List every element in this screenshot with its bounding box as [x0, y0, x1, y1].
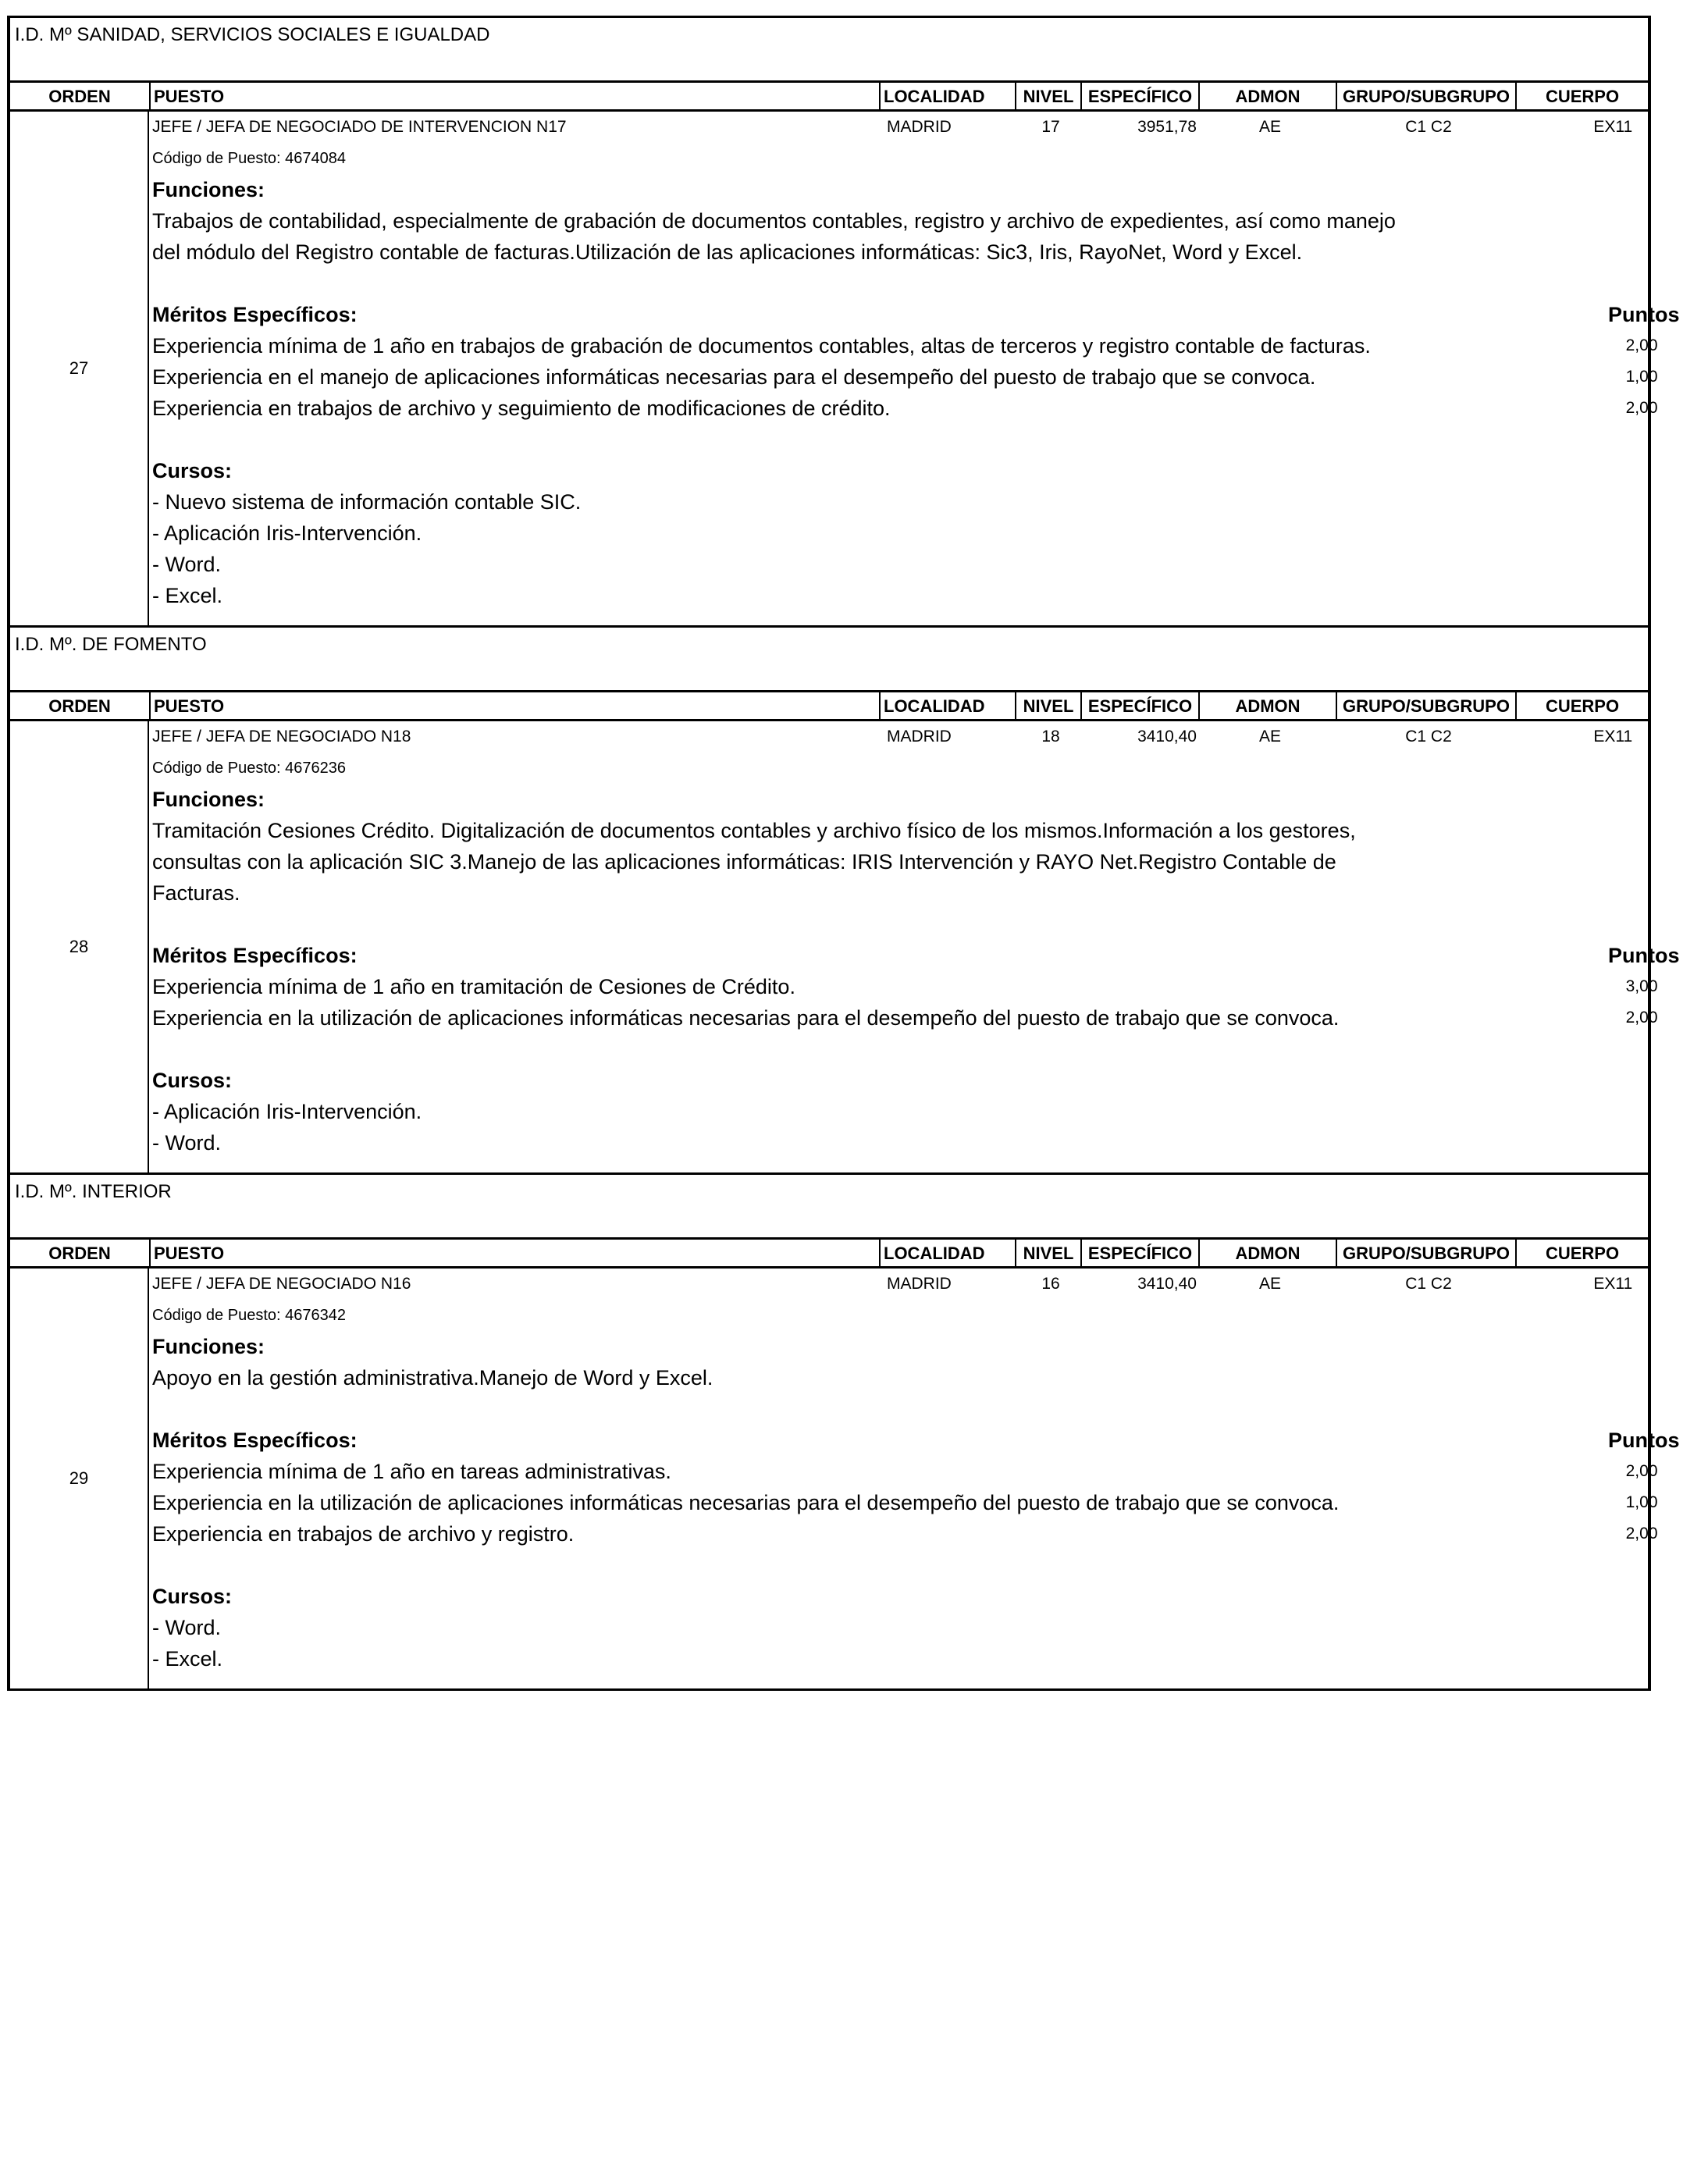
merito-puntos: 3,00	[1625, 977, 1658, 995]
table-header	[10, 80, 1648, 112]
header-especifico: ESPECÍFICO	[1080, 692, 1198, 721]
merito-puntos: 1,00	[1625, 1493, 1658, 1511]
job-details	[149, 721, 1708, 1172]
header-admon: ADMON	[1198, 83, 1336, 111]
funciones-line: consultas con la aplicación SIC 3.Manejo de las aplicaciones informáticas: IRIS Intervención y RAYO Net.Registro Contable de	[152, 850, 1336, 874]
job-section	[7, 1175, 1680, 1691]
merito-item	[152, 1518, 1708, 1550]
header-nivel: NIVEL	[1015, 1240, 1080, 1268]
merito-text: Experiencia mínima de 1 año en tareas administrativas.	[152, 1460, 671, 1483]
header-localidad: LOCALIDAD	[879, 692, 1015, 721]
cell-especifico: 3410,40	[1137, 728, 1197, 745]
merito-item	[152, 971, 1708, 1002]
merito-text: Experiencia en la utilización de aplicaciones informáticas necesarias para el desempeño del puesto de trabajo que se convoca.	[152, 1006, 1340, 1030]
puntos-heading: Puntos	[1608, 1429, 1680, 1452]
table-header	[10, 690, 1648, 721]
merito-text: Experiencia en la utilización de aplicaciones informáticas necesarias para el desempeño del puesto de trabajo que se convoca.	[152, 1491, 1340, 1514]
curso-item: - Word.	[152, 1131, 222, 1155]
orden-number: 28	[10, 721, 149, 1172]
header-especifico: ESPECÍFICO	[1080, 83, 1198, 111]
header-puesto: PUESTO	[149, 692, 879, 721]
document	[7, 16, 1680, 1691]
cell-especifico: 3410,40	[1137, 1275, 1197, 1293]
cell-cuerpo: EX11	[1593, 1275, 1633, 1293]
cursos-heading: Cursos:	[152, 459, 233, 482]
cell-grupo: C1 C2	[1405, 1275, 1452, 1293]
table-header	[10, 1237, 1648, 1269]
header-nivel: NIVEL	[1015, 83, 1080, 111]
header-grupo: GRUPO/SUBGRUPO	[1336, 1240, 1515, 1268]
header-nivel: NIVEL	[1015, 692, 1080, 721]
header-admon: ADMON	[1198, 692, 1336, 721]
header-grupo: GRUPO/SUBGRUPO	[1336, 692, 1515, 721]
funciones-heading: Funciones:	[152, 1335, 265, 1358]
merito-text: Experiencia mínima de 1 año en trabajos de grabación de documentos contables, altas de terceros y registro contable de facturas.	[152, 334, 1371, 358]
job-row	[10, 1269, 1680, 1688]
merito-puntos: 2,00	[1625, 399, 1658, 417]
funciones-heading: Funciones:	[152, 178, 265, 201]
spacer	[152, 268, 1708, 299]
header-admon: ADMON	[1198, 1240, 1336, 1268]
meritos-heading-row	[152, 1425, 1708, 1456]
section-title: I.D. Mº. DE FOMENTO	[15, 634, 207, 655]
funciones-line: Facturas.	[152, 881, 240, 905]
puntos-heading: Puntos	[1608, 303, 1680, 326]
cell-localidad: MADRID	[887, 728, 952, 745]
header-especifico: ESPECÍFICO	[1080, 1240, 1198, 1268]
job-row	[10, 721, 1680, 1172]
cell-puesto: JEFE / JEFA DE NEGOCIADO N18	[152, 728, 411, 745]
cell-localidad: MADRID	[887, 118, 952, 136]
curso-item: - Aplicación Iris-Intervención.	[152, 1100, 422, 1123]
job-section	[7, 628, 1680, 1175]
cell-puesto: JEFE / JEFA DE NEGOCIADO DE INTERVENCION N17	[152, 118, 567, 136]
cell-nivel: 17	[1041, 118, 1060, 136]
merito-puntos: 2,00	[1625, 1525, 1658, 1543]
cell-especifico: 3951,78	[1137, 118, 1197, 136]
spacer	[152, 1393, 1708, 1425]
merito-item	[152, 1456, 1708, 1487]
curso-item: - Aplicación Iris-Intervención.	[152, 521, 422, 545]
merito-item	[152, 361, 1708, 393]
section-title: I.D. Mº SANIDAD, SERVICIOS SOCIALES E IGUALDAD	[15, 24, 490, 45]
puntos-heading: Puntos	[1608, 944, 1680, 967]
job-section	[7, 16, 1680, 628]
job-row	[10, 112, 1680, 625]
funciones-line: Tramitación Cesiones Crédito. Digitalización de documentos contables y archivo físico de los mismos.Información a los gestores,	[152, 819, 1356, 842]
codigo-puesto: Código de Puesto: 4676342	[152, 1307, 346, 1324]
cell-cuerpo: EX11	[1593, 728, 1633, 745]
curso-item: - Excel.	[152, 584, 223, 607]
cell-localidad: MADRID	[887, 1275, 952, 1293]
cell-cuerpo: EX11	[1593, 118, 1633, 136]
job-details	[149, 1269, 1708, 1688]
cell-grupo: C1 C2	[1405, 728, 1452, 745]
job-summary-row	[152, 1269, 1708, 1300]
cell-puesto: JEFE / JEFA DE NEGOCIADO N16	[152, 1275, 411, 1293]
merito-item	[152, 1002, 1708, 1034]
merito-puntos: 2,00	[1625, 1009, 1658, 1027]
merito-puntos: 2,00	[1625, 336, 1658, 354]
spacer	[152, 1034, 1708, 1065]
orden-number: 27	[10, 112, 149, 625]
merito-item	[152, 393, 1708, 424]
header-localidad: LOCALIDAD	[879, 1240, 1015, 1268]
merito-text: Experiencia en el manejo de aplicaciones informáticas necesarias para el desempeño del puesto de trabajo que se convoca.	[152, 365, 1316, 389]
cell-nivel: 16	[1041, 1275, 1060, 1293]
section-title: I.D. Mº. INTERIOR	[15, 1181, 172, 1202]
cell-nivel: 18	[1041, 728, 1060, 745]
curso-item: - Nuevo sistema de información contable SIC.	[152, 490, 582, 514]
funciones-heading: Funciones:	[152, 788, 265, 811]
header-cuerpo: CUERPO	[1515, 83, 1648, 111]
job-summary-row	[152, 721, 1708, 753]
header-cuerpo: CUERPO	[1515, 692, 1648, 721]
merito-puntos: 1,00	[1625, 368, 1658, 386]
funciones-line: Trabajos de contabilidad, especialmente de grabación de documentos contables, registro y archivo de expedientes, así como manejo	[152, 209, 1396, 233]
meritos-heading-row	[152, 299, 1708, 330]
spacer	[152, 909, 1708, 940]
merito-puntos: 2,00	[1625, 1462, 1658, 1480]
cursos-heading: Cursos:	[152, 1069, 233, 1092]
curso-item: - Excel.	[152, 1647, 223, 1671]
header-grupo: GRUPO/SUBGRUPO	[1336, 83, 1515, 111]
cell-admon: AE	[1258, 1275, 1281, 1293]
funciones-line: Apoyo en la gestión administrativa.Manejo de Word y Excel.	[152, 1366, 713, 1390]
curso-item: - Word.	[152, 1616, 222, 1639]
cell-admon: AE	[1258, 728, 1281, 745]
codigo-puesto: Código de Puesto: 4674084	[152, 150, 346, 167]
orden-number: 29	[10, 1269, 149, 1688]
job-details	[149, 112, 1708, 625]
cell-grupo: C1 C2	[1405, 118, 1452, 136]
header-cuerpo: CUERPO	[1515, 1240, 1648, 1268]
header-localidad: LOCALIDAD	[879, 83, 1015, 111]
meritos-heading-row	[152, 940, 1708, 971]
merito-item	[152, 330, 1708, 361]
merito-text: Experiencia en trabajos de archivo y registro.	[152, 1522, 575, 1546]
meritos-heading: Méritos Específicos:	[152, 944, 358, 967]
merito-text: Experiencia mínima de 1 año en tramitación de Cesiones de Crédito.	[152, 975, 795, 998]
meritos-heading: Méritos Específicos:	[152, 303, 358, 326]
cursos-heading: Cursos:	[152, 1585, 233, 1608]
spacer	[152, 424, 1708, 455]
header-puesto: PUESTO	[149, 1240, 879, 1268]
codigo-puesto: Código de Puesto: 4676236	[152, 760, 346, 777]
header-orden: ORDEN	[48, 1244, 111, 1263]
header-orden: ORDEN	[48, 696, 111, 716]
merito-item	[152, 1487, 1708, 1518]
curso-item: - Word.	[152, 553, 222, 576]
header-puesto: PUESTO	[149, 83, 879, 111]
header-orden: ORDEN	[48, 87, 111, 106]
spacer	[152, 1550, 1708, 1581]
merito-text: Experiencia en trabajos de archivo y seguimiento de modificaciones de crédito.	[152, 397, 891, 420]
cell-admon: AE	[1258, 118, 1281, 136]
job-summary-row	[152, 112, 1708, 143]
funciones-line: del módulo del Registro contable de facturas.Utilización de las aplicaciones informáticas: Sic3, Iris, RayoNet, Word y Excel.	[152, 240, 1303, 264]
meritos-heading: Méritos Específicos:	[152, 1429, 358, 1452]
